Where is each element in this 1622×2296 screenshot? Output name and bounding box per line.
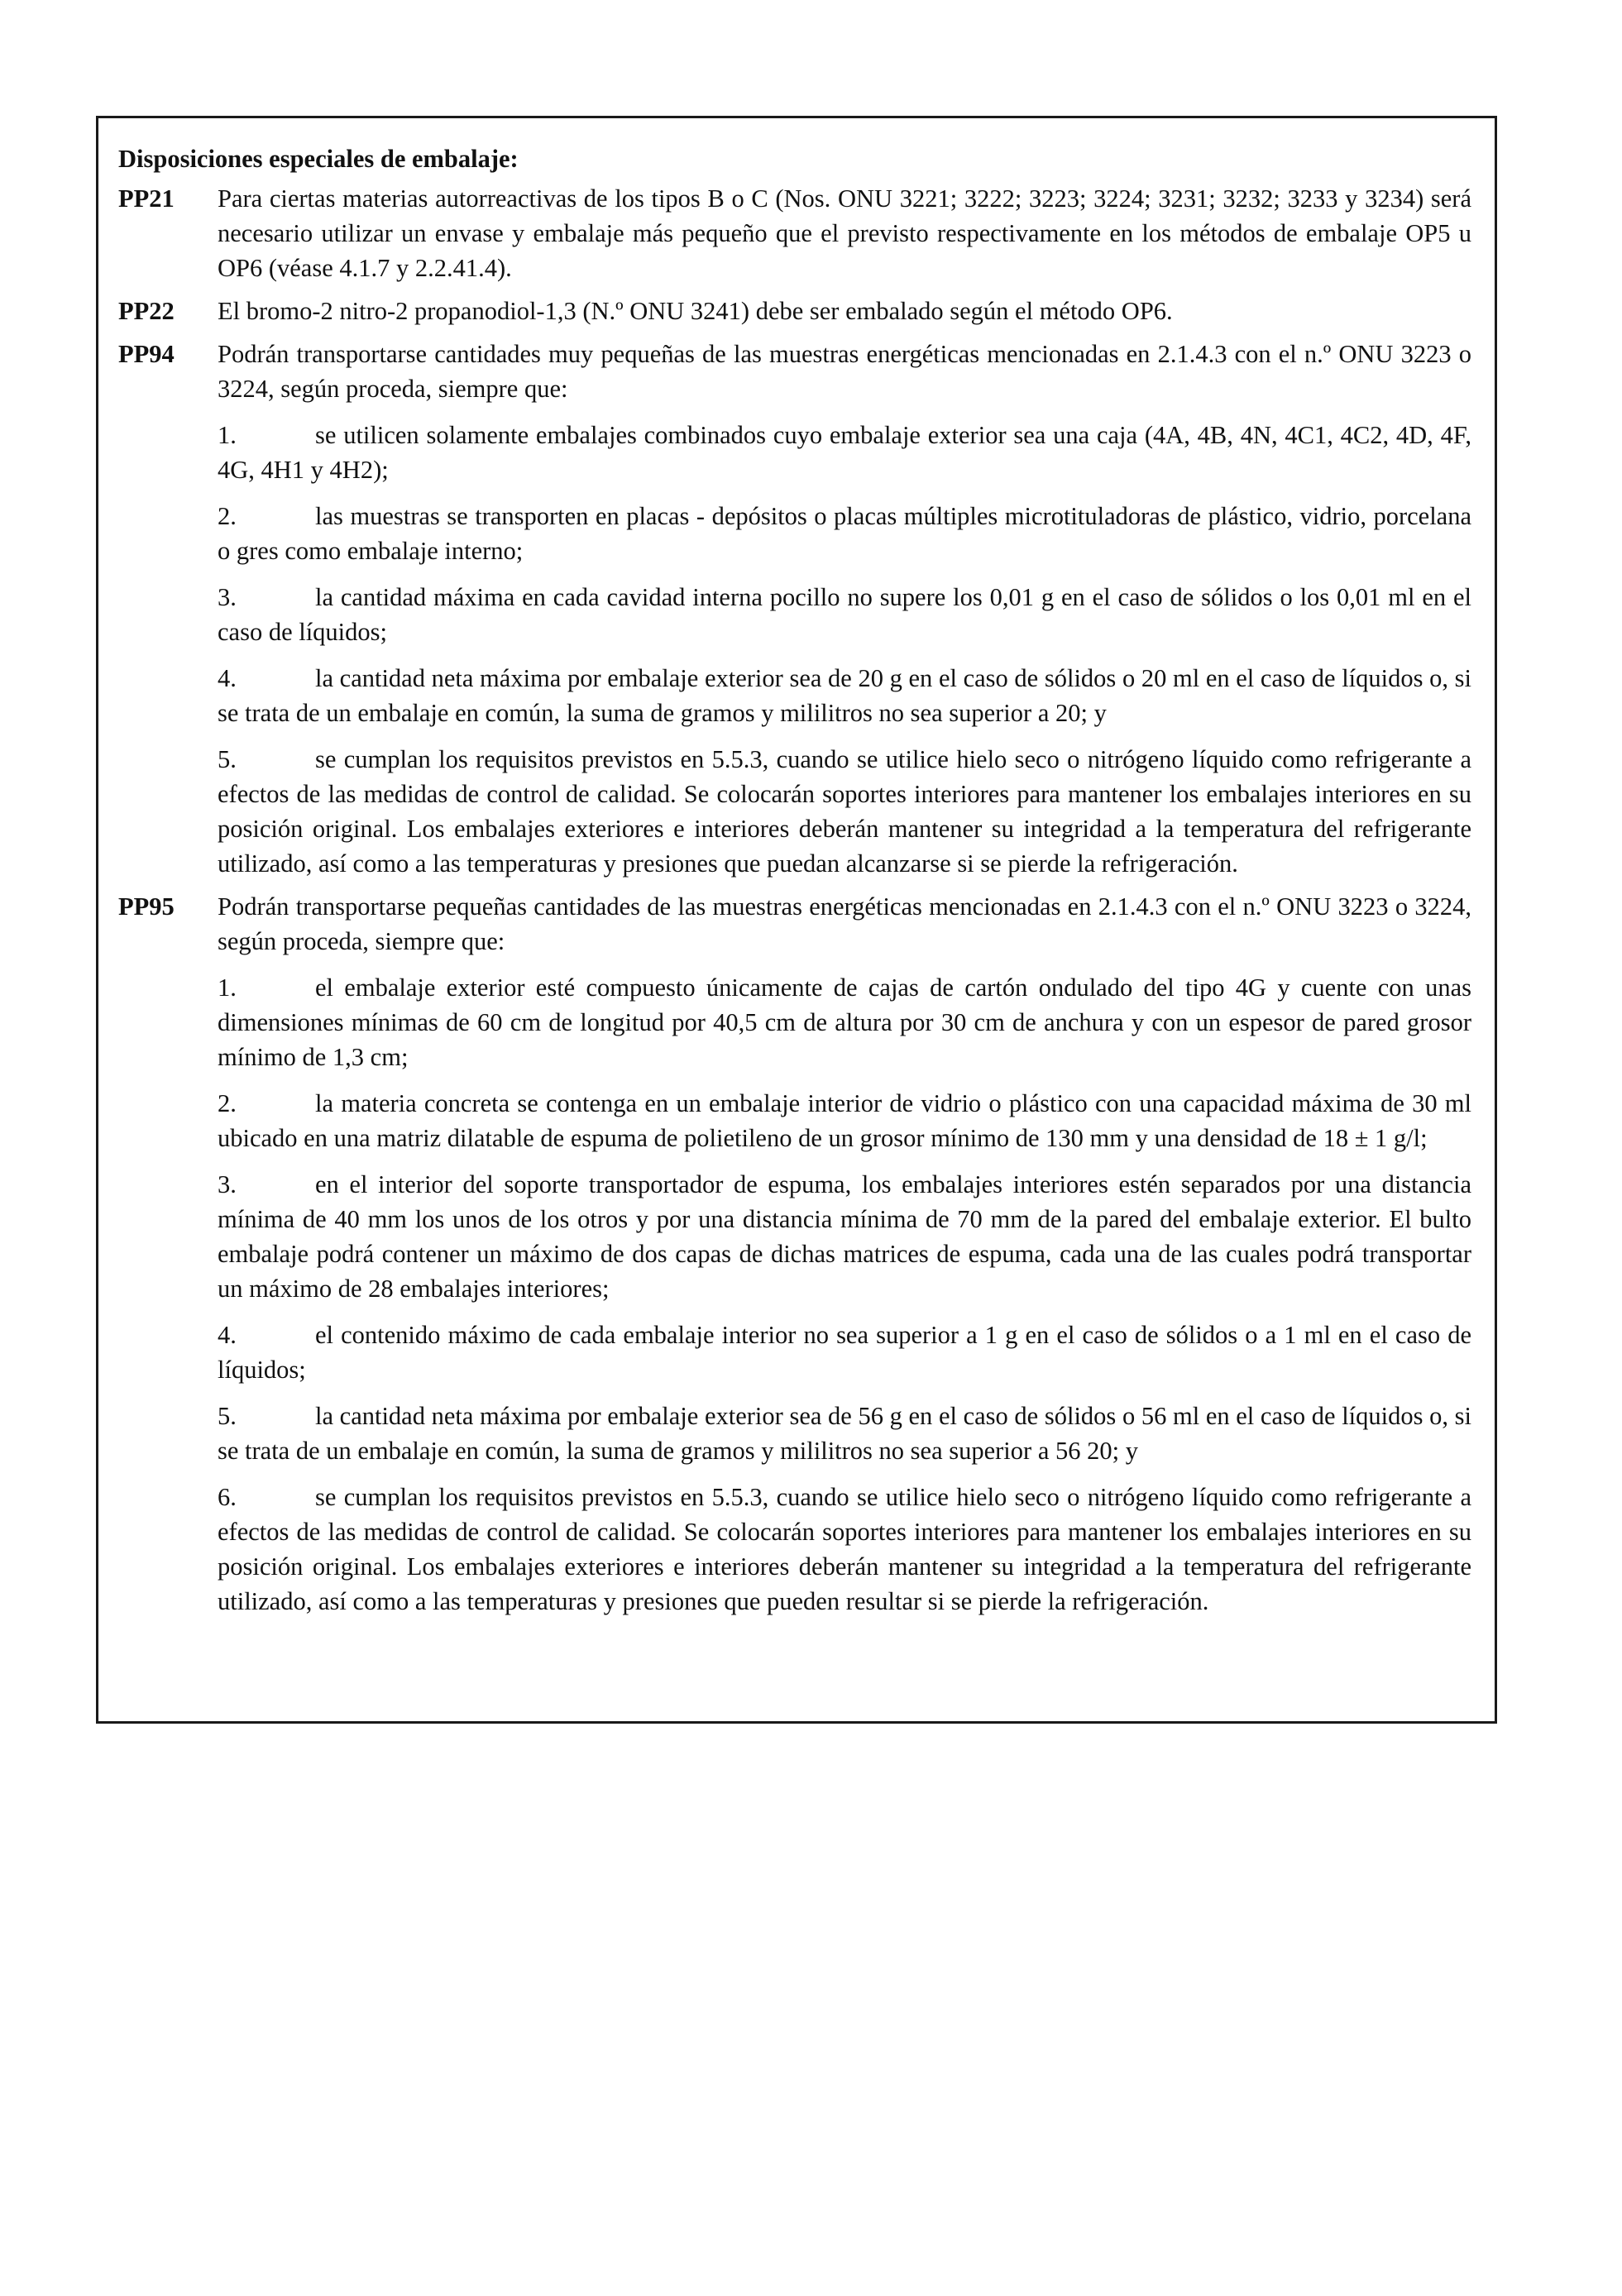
item-text: la materia concreta se contenga en un embalaje interior de vidrio o plástico con una capacidad máxima de 30 ml ubicado en una matriz dilatable de espuma de polietileno de un grosor mínimo de 130 mm y una densidad de 18 ± 1 g/l;: [218, 1089, 1471, 1152]
list-item: [218, 970, 1471, 1074]
provision-pp94: [118, 337, 1471, 881]
item-number: 3.: [218, 583, 237, 611]
provision-pp22: [118, 294, 1471, 328]
list-item: [218, 580, 1471, 649]
provision-body: [218, 181, 1471, 285]
provision-body: [218, 889, 1471, 1619]
provision-pp21: [118, 181, 1471, 285]
list-item: [218, 1399, 1471, 1468]
list-item: [218, 1480, 1471, 1619]
provision-body: [218, 337, 1471, 881]
item-text: la cantidad neta máxima por embalaje exterior sea de 20 g en el caso de sólidos o 20 ml en el caso de líquidos o, si se trata de un embalaje en común, la suma de gramos y mililitros no sea superior a 20; y: [218, 664, 1471, 727]
item-text: el embalaje exterior esté compuesto únicamente de cajas de cartón ondulado del tipo 4G y cuente con unas dimensiones mínimas de 60 cm de longitud por 40,5 cm de altura por 30 cm de anchura y con un espesor de pared grosor mínimo de 1,3 cm;: [218, 973, 1471, 1071]
provisions-box: [96, 116, 1497, 1724]
provision-code: PP95: [118, 892, 175, 921]
item-number: 1.: [218, 973, 237, 1002]
item-text: las muestras se transporten en placas - depósitos o placas múltiples microtituladoras de plástico, vidrio, porcelana o gres como embalaje interno;: [218, 502, 1471, 565]
section-heading: Disposiciones especiales de embalaje:: [118, 145, 519, 173]
item-number: 2.: [218, 1089, 237, 1117]
provision-text: Podrán transportarse pequeñas cantidades de las muestras energéticas mencionadas en 2.1.4.3 con el n.º ONU 3223 o 3224, según proceda, siempre que:: [218, 892, 1471, 955]
item-number: 5.: [218, 1402, 237, 1430]
item-number: 4.: [218, 1321, 237, 1349]
list-item: [218, 418, 1471, 487]
provision-pp95: [118, 889, 1471, 1619]
item-number: 5.: [218, 745, 237, 773]
list-item: [218, 742, 1471, 881]
list-item: [218, 661, 1471, 730]
item-text: la cantidad máxima en cada cavidad interna pocillo no supere los 0,01 g en el caso de sólidos o los 0,01 ml en el caso de líquidos;: [218, 583, 1471, 646]
provision-code: PP21: [118, 184, 175, 213]
provision-body: [218, 294, 1471, 328]
provision-code: PP22: [118, 297, 175, 325]
list-item: [218, 1318, 1471, 1387]
list-item: [218, 1086, 1471, 1155]
provision-text: Podrán transportarse cantidades muy pequeñas de las muestras energéticas mencionadas en 2.1.4.3 con el n.º ONU 3223 o 3224, según proceda, siempre que:: [218, 340, 1471, 403]
item-number: 6.: [218, 1483, 237, 1511]
item-text: la cantidad neta máxima por embalaje exterior sea de 56 g en el caso de sólidos o 56 ml en el caso de líquidos o, si se trata de un embalaje en común, la suma de gramos y mililitros no sea superior a 56 20; y: [218, 1402, 1471, 1465]
item-text: se cumplan los requisitos previstos en 5.5.3, cuando se utilice hielo seco o nitrógeno líquido como refrigerante a efectos de las medidas de control de calidad. Se colocarán soportes interiores para mantener los embalajes interiores en su posición original. Los embalajes exteriores e interiores deberán mantener su integridad a la temperatura del refrigerante utilizado, así como a las temperaturas y presiones que pueden resultar si se pierde la refrigeración.: [218, 1483, 1471, 1615]
provision-code: PP94: [118, 340, 175, 368]
item-number: 3.: [218, 1170, 237, 1198]
item-text: se utilicen solamente embalajes combinados cuyo embalaje exterior sea una caja (4A, 4B, 4N, 4C1, 4C2, 4D, 4F, 4G, 4H1 y 4H2);: [218, 421, 1471, 484]
item-text: en el interior del soporte transportador de espuma, los embalajes interiores estén separados por una distancia mínima de 40 mm los unos de los otros y por una distancia mínima de 70 mm de la pared del embalaje exterior. El bulto embalaje podrá contener un máximo de dos capas de dichas matrices de espuma, cada una de las cuales podrá transportar un máximo de 28 embalajes interiores;: [218, 1170, 1471, 1303]
item-number: 1.: [218, 421, 237, 449]
item-text: se cumplan los requisitos previstos en 5.5.3, cuando se utilice hielo seco o nitrógeno líquido como refrigerante a efectos de las medidas de control de calidad. Se colocarán soportes interiores para mantener los embalajes interiores en su posición original. Los embalajes exteriores e interiores deberán mantener su integridad a la temperatura del refrigerante utilizado, así como a las temperaturas y presiones que puedan alcanzarse si se pierde la refrigeración.: [218, 745, 1471, 878]
list-item: [218, 499, 1471, 568]
provision-text: El bromo-2 nitro-2 propanodiol-1,3 (N.º ONU 3241) debe ser embalado según el método OP6.: [218, 297, 1173, 325]
item-text: el contenido máximo de cada embalaje interior no sea superior a 1 g en el caso de sólidos o a 1 ml en el caso de líquidos;: [218, 1321, 1471, 1384]
item-number: 2.: [218, 502, 237, 530]
item-number: 4.: [218, 664, 237, 692]
provision-text: Para ciertas materias autorreactivas de los tipos B o C (Nos. ONU 3221; 3222; 3223; 3224; 3231; 3232; 3233 y 3234) será necesario utilizar un envase y embalaje más pequeño que el previsto respectivamente en los métodos de embalaje OP5 u OP6 (véase 4.1.7 y 2.2.41.4).: [218, 184, 1471, 282]
list-item: [218, 1167, 1471, 1306]
